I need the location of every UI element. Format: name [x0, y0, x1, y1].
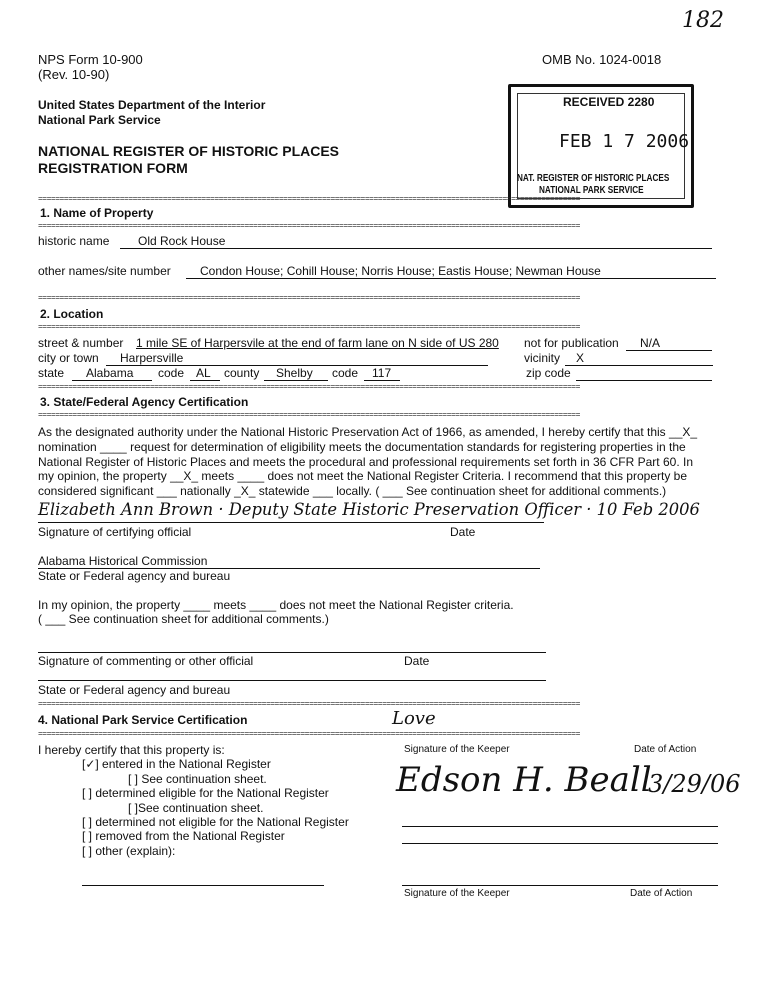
- status-other: [ ] other (explain):: [82, 844, 176, 858]
- historic-name-label: historic name: [38, 234, 110, 248]
- city: Harpersville: [120, 351, 184, 365]
- vicinity: X: [576, 351, 585, 365]
- service: National Park Service: [38, 113, 161, 127]
- vicinity-label: vicinity: [524, 351, 561, 365]
- keeper-label-2: Signature of the Keeper: [404, 888, 510, 899]
- rule: [402, 843, 718, 844]
- status-eligible: [ ] determined eligible for the National Register: [82, 786, 329, 800]
- cert-line-4: my opinion, the property __X_ meets ____ does not meet the National Register Criteria. I recommend that this property be: [38, 469, 688, 483]
- cert-line-1: As the designated authority under the National Historic Preservation Act of 1966, as amended, I hereby certify that this __X_: [38, 425, 698, 439]
- form-subtitle: REGISTRATION FORM: [38, 160, 188, 176]
- agency: Alabama Historical Commission: [38, 554, 208, 568]
- county-code-label: code: [332, 366, 359, 380]
- zip-label: zip code: [526, 366, 571, 380]
- stamp-line2: NATIONAL PARK SERVICE: [539, 185, 644, 196]
- cert-line-3: National Register of Historic Places and meets the procedural and professional requirements set forth in 36 CFR Part 60. In: [38, 455, 693, 469]
- state: Alabama: [86, 366, 134, 380]
- state-label: state: [38, 366, 65, 380]
- rule: [402, 826, 718, 827]
- stamp-line1: NAT. REGISTER OF HISTORIC PLACES: [517, 173, 670, 184]
- form-title: NATIONAL REGISTER OF HISTORIC PLACES: [38, 143, 340, 159]
- rule: [264, 380, 328, 381]
- keeper-initials: Love: [392, 708, 436, 729]
- section4-heading: 4. National Park Service Certification: [38, 713, 248, 727]
- rule: [402, 885, 718, 886]
- rule: [72, 380, 152, 381]
- rule: [38, 680, 546, 681]
- received-stamp: [508, 84, 694, 208]
- action-label: Date of Action: [634, 744, 697, 755]
- status-not-eligible: [ ] determined not eligible for the National Register: [82, 815, 349, 829]
- separator: ==============================================================================================================================: [38, 324, 580, 331]
- opinion-line-1: In my opinion, the property ____ meets ____ does not meet the National Register criteria.: [38, 598, 514, 612]
- city-label: city or town: [38, 351, 99, 365]
- nfp: N/A: [640, 336, 661, 350]
- other-names: Condon House; Cohill House; Norris House; Eastis House; Newman House: [200, 264, 601, 278]
- comment-date-label: Date: [404, 654, 430, 668]
- stamp-received: RECEIVED 2280: [563, 95, 655, 109]
- omb-number: OMB No. 1024-0018: [542, 52, 662, 67]
- code-label: code: [158, 366, 185, 380]
- rule: [190, 380, 220, 381]
- nfp-label: not for publication: [524, 336, 619, 350]
- keeper-label: Signature of the Keeper: [404, 744, 510, 755]
- separator: ==============================================================================================================================: [38, 196, 580, 203]
- other-explain-line: [82, 885, 324, 886]
- section2-heading: 2. Location: [40, 307, 104, 321]
- comment-sig-label: Signature of commenting or other official: [38, 654, 254, 668]
- sig-label: Signature of certifying official: [38, 525, 192, 539]
- county-code: 117: [372, 366, 392, 380]
- separator: ==============================================================================================================================: [38, 731, 580, 738]
- county: Shelby: [276, 366, 313, 380]
- rule: [186, 278, 716, 279]
- agency2-label: State or Federal agency and bureau: [38, 683, 231, 697]
- section1-heading: 1. Name of Property: [40, 206, 154, 220]
- certify-line: I hereby certify that this property is:: [38, 743, 225, 757]
- street: 1 mile SE of Harpersvile at the end of farm lane on N side of US 280: [136, 336, 499, 350]
- rule: [120, 248, 712, 249]
- department: United States Department of the Interior: [38, 98, 266, 112]
- status-continuation-2: [ ]See continuation sheet.: [128, 801, 264, 815]
- date-label: Date: [450, 525, 476, 539]
- rule: [38, 522, 544, 523]
- form-id: NPS Form 10-900: [38, 52, 143, 67]
- historic-name: Old Rock House: [138, 234, 226, 248]
- rule: [565, 365, 713, 366]
- state-code: AL: [196, 366, 211, 380]
- separator: ==============================================================================================================================: [38, 295, 580, 302]
- separator: ==============================================================================================================================: [38, 701, 580, 708]
- separator: ==============================================================================================================================: [38, 412, 580, 419]
- separator: ==============================================================================================================================: [38, 384, 580, 391]
- agency-label: State or Federal agency and bureau: [38, 569, 231, 583]
- cert-line-5: considered significant ___ nationally _X_ statewide ___ locally. ( ___ See continuation sheet for additional comments.): [38, 484, 667, 498]
- zip-field: [576, 380, 712, 381]
- stamp-date: FEB 1 7 2006: [559, 131, 690, 152]
- county-label: county: [224, 366, 260, 380]
- separator: ==============================================================================================================================: [38, 223, 580, 230]
- status-removed: [ ] removed from the National Register: [82, 829, 285, 843]
- action-date: 3/29/06: [648, 770, 741, 798]
- other-names-label: other names/site number: [38, 264, 171, 278]
- cert-line-2: nomination ____ request for determination of eligibility meets the documentation standards for registering properties in the: [38, 440, 686, 454]
- keeper-signature: Edson H. Beall: [396, 760, 652, 800]
- form-rev: (Rev. 10-90): [38, 67, 110, 82]
- certifying-signature: Elizabeth Ann Brown · Deputy State Historic Preservation Officer · 10 Feb 2006: [38, 500, 700, 520]
- rule: [364, 380, 400, 381]
- rule: [626, 350, 712, 351]
- opinion-line-2: ( ___ See continuation sheet for additional comments.): [38, 612, 329, 626]
- status-continuation-1: [ ] See continuation sheet.: [128, 772, 267, 786]
- street-label: street & number: [38, 336, 124, 350]
- rule: [38, 652, 546, 653]
- section3-heading: 3. State/Federal Agency Certification: [40, 395, 249, 409]
- action-label-2: Date of Action: [630, 888, 693, 899]
- status-entered: [✓] entered in the National Register: [82, 757, 271, 771]
- page-number: 182: [682, 8, 724, 33]
